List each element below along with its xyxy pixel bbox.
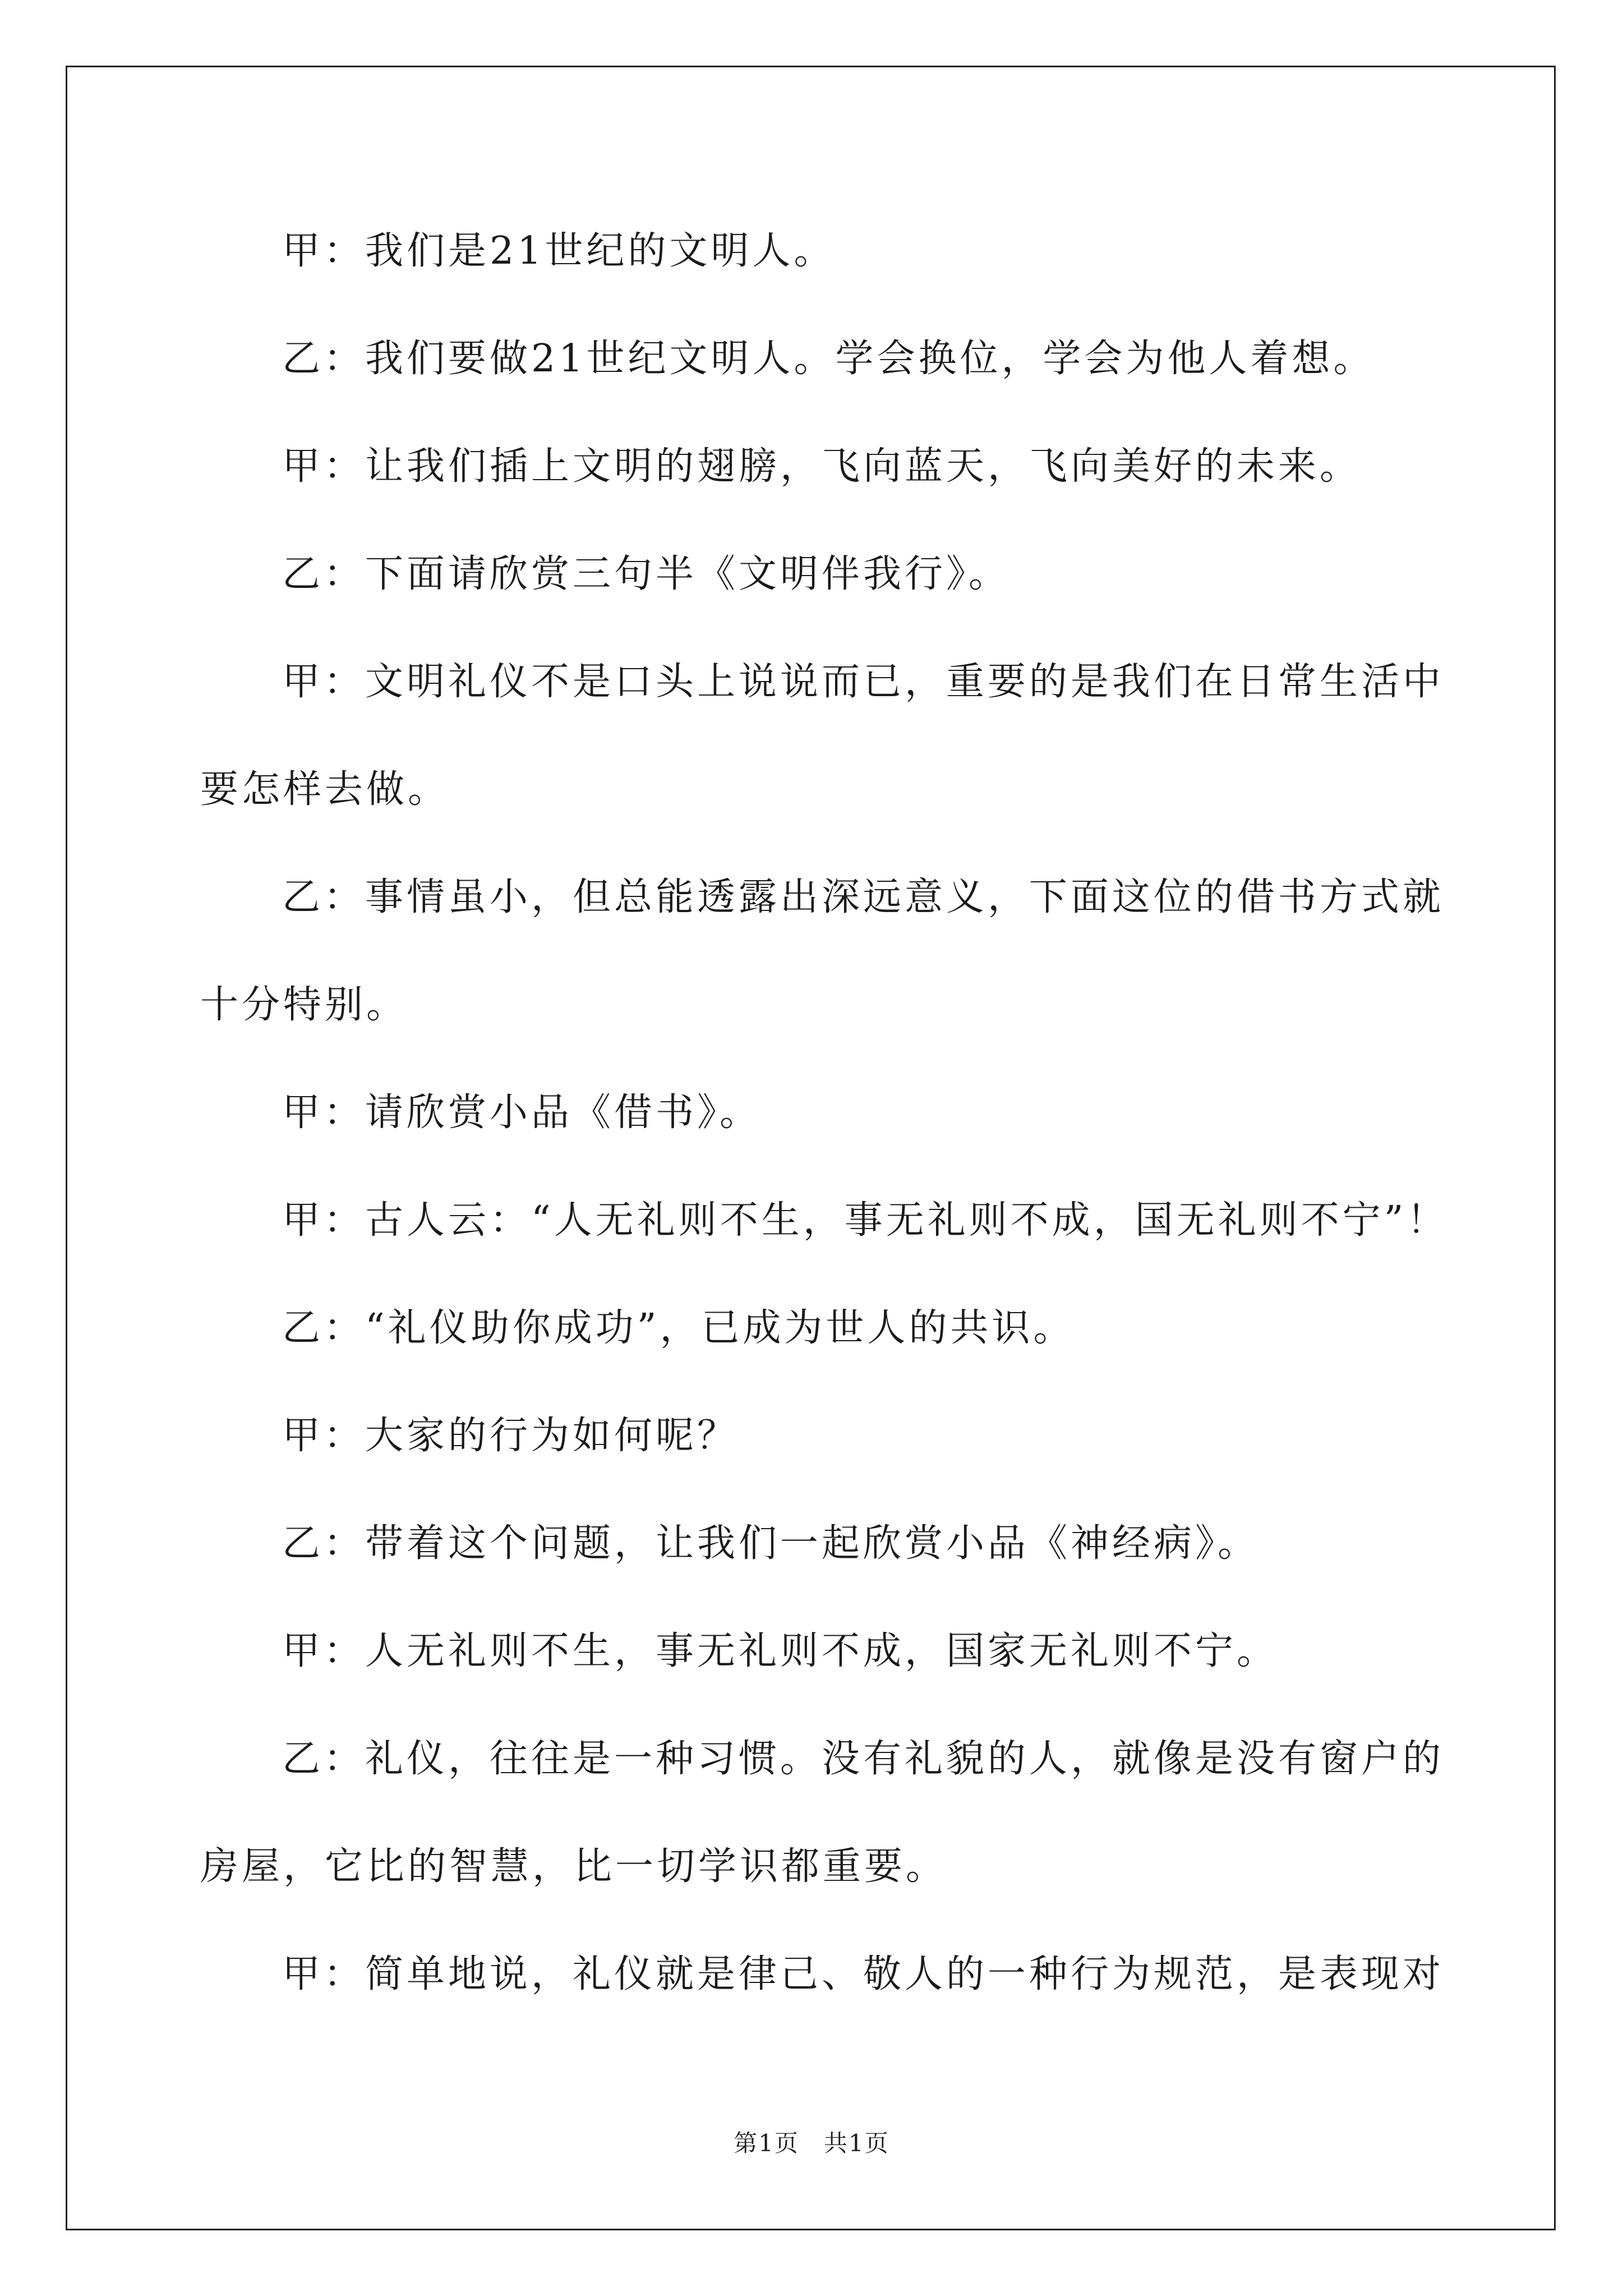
dialogue-line: 甲：文明礼仪不是口头上说说而已，重要的是我们在日常生活中 [282,660,1445,704]
page-border [66,66,1556,2230]
dialogue-line: 甲：让我们插上文明的翅膀，飞向蓝天，飞向美好的未来。 [282,444,1362,489]
page-footer: 第1页 共1页 [734,2129,889,2157]
dialogue-line: 乙：礼仪，往往是一种习惯。没有礼貌的人，就像是没有窗户的 [282,1737,1445,1781]
dialogue-line-continuation: 房屋，它比的智慧，比一切学识都重要。 [200,1844,948,1889]
dialogue-line: 乙：我们要做21世纪文明人。学会换位，学会为他人着想。 [282,337,1375,381]
dialogue-line: 乙：下面请欣赏三句半《文明伴我行》。 [282,552,1011,596]
dialogue-line: 甲：古人云：“人无礼则不生，事无礼则不成，国无礼则不宁”！ [282,1198,1449,1243]
dialogue-line: 乙：带着这个问题，让我们一起欣赏小品《神经病》。 [282,1521,1260,1566]
dialogue-line-continuation: 要怎样去做。 [200,767,450,812]
dialogue-line: 乙：“礼仪助你成功”，已成为世人的共识。 [282,1306,1075,1350]
dialogue-line-continuation: 十分特别。 [200,983,408,1027]
dialogue-line: 甲：我们是21世纪的文明人。 [282,229,836,273]
dialogue-line: 乙：事情虽小，但总能透露出深远意义，下面这位的借书方式就 [282,875,1445,919]
dialogue-line: 甲：简单地说，礼仪就是律己、敬人的一种行为规范，是表现对 [282,1952,1445,1996]
dialogue-line: 甲：请欣赏小品《借书》。 [282,1091,762,1135]
dialogue-line: 甲：大家的行为如何呢？ [282,1414,739,1458]
dialogue-line: 甲：人无礼则不生，事无礼则不成，国家无礼则不宁。 [282,1629,1279,1673]
